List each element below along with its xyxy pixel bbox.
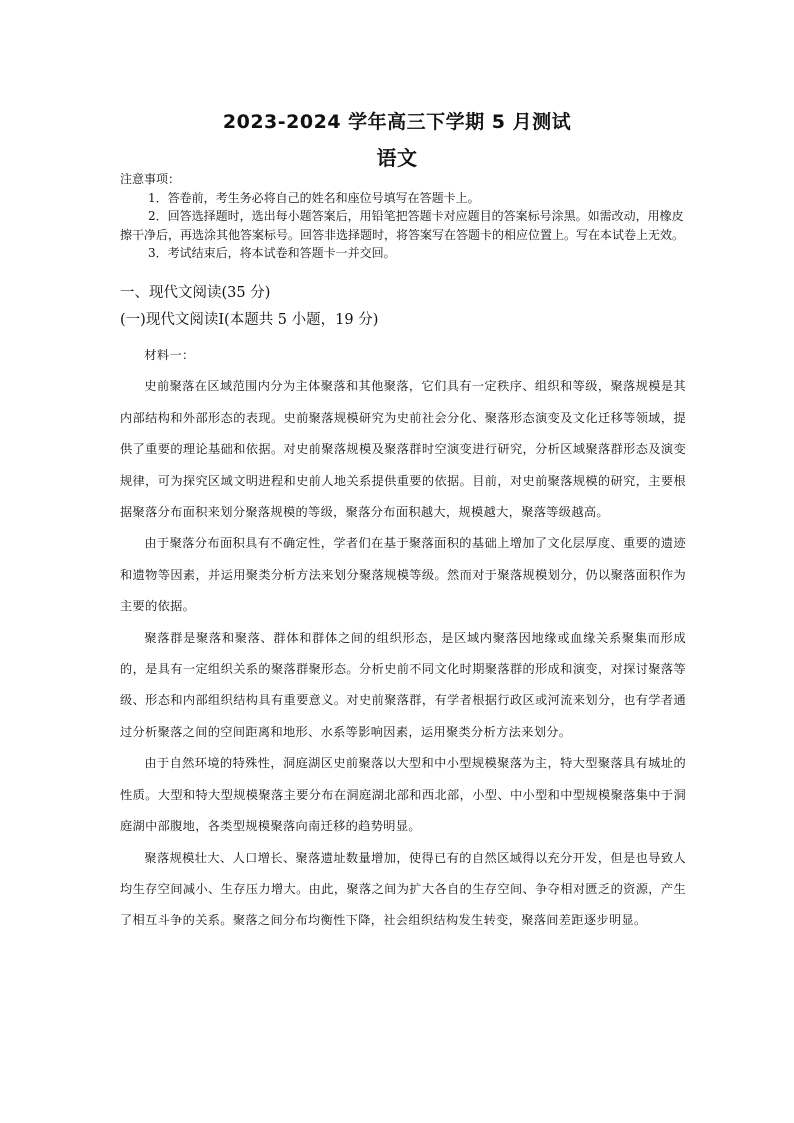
- exam-title: 2023-2024 学年高三下学期 5 月测试: [222, 111, 572, 133]
- material-label: 材料一：: [144, 348, 195, 362]
- reading-material: [120, 340, 686, 937]
- notes-item-2: 2．回答选择题时，选出每小题答案后，用铅笔把答题卡对应题目的答案标号涂黑。如需改动，用橡皮擦干净后，再选涂其他答案标号。回答非选择题时，将答案写在答题卡的相应位置上。写在本试卷上无效。: [120, 209, 685, 242]
- subject-title: 语文: [376, 146, 418, 170]
- material-paragraph-1: 史前聚落在区域范围内分为主体聚落和其他聚落，它们具有一定秩序、组织和等级，聚落规模是其内部结构和外部形态的表现。史前聚落规模研究为史前社会分化、聚落形态演变及文化迁移等领域，提供了重要的理论基础和依据。对史前聚落规模及聚落群时空演变进行研究，分析区域聚落群形态及演变规律，可为探究区域文明进程和史前人地关系提供重要的依据。目前，对史前聚落规模的研究，主要根据聚落分布面积来划分聚落规模的等级，聚落分布面积越大，规模越大，聚落等级越高。: [120, 379, 686, 520]
- material-paragraph-3: 聚落群是聚落和聚落、群体和群体之间的组织形态，是区域内聚落因地缘或血缘关系聚集而形成的，是具有一定组织关系的聚落群聚形态。分析史前不同文化时期聚落群的形成和演变，对探讨聚落等级、形态和内部组织结构具有重要意义。对史前聚落群，有学者根据行政区或河流来划分，也有学者通过分析聚落之间的空间距离和地形、水系等影响因素，运用聚类分析方法来划分。: [120, 630, 686, 739]
- notes-heading: 注意事项：: [120, 172, 181, 186]
- notes-item-1: 1．答卷前，考生务必将自己的姓名和座位号填写在答题卡上。: [148, 190, 480, 205]
- section-heading-part1-sub: (一)现代文阅读Ⅰ(本题共 5 小题，19 分): [120, 312, 379, 328]
- material-paragraph-5: 聚落规模壮大、人口增长、聚落遗址数量增加，使得已有的自然区域得以充分开发，但是也导致人均生存空间减小、生存压力增大。由此，聚落之间为扩大各自的生存空间、争夺相对匮乏的资源，产生了相互斗争的关系。聚落之间分布均衡性下降，社会组织结构发生转变，聚落间差距逐步明显。: [120, 850, 686, 928]
- material-paragraph-4: 由于自然环境的特殊性，洞庭湖区史前聚落以大型和中小型规模聚落为主，特大型聚落具有城址的性质。大型和特大型规模聚落主要分布在洞庭湖北部和西北部，小型、中小型和中型规模聚落集中于洞庭湖中部腹地，各类型规模聚落向南迁移的趋势明显。: [120, 756, 686, 834]
- notes-item-3: 3．考试结束后，将本试卷和答题卡一并交回。: [148, 246, 396, 261]
- notes-block: [120, 170, 690, 263]
- section-heading-part1: 一、现代文阅读(35 分): [120, 285, 271, 301]
- material-paragraph-2: 由于聚落分布面积具有不确定性，学者们在基于聚落面积的基础上增加了文化层厚度、重要的遗迹和遗物等因素，并运用聚类分析方法来划分聚落规模等级。然而对于聚落规模划分，仍以聚落面积作为主要的依据。: [120, 536, 686, 614]
